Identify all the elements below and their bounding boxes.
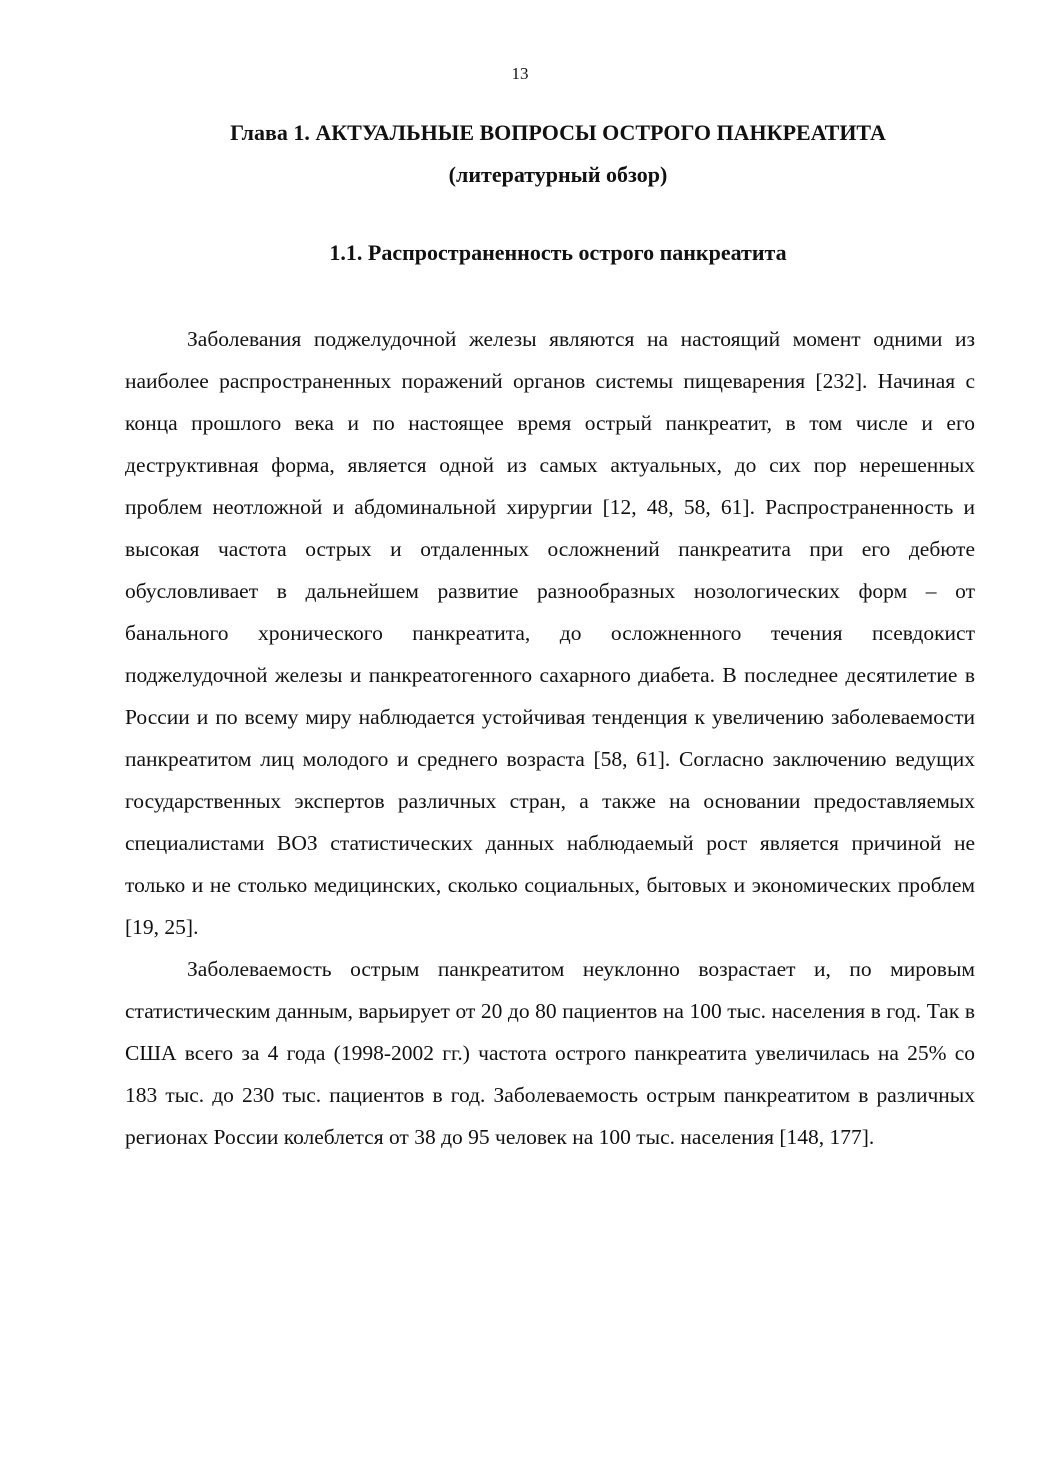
chapter-title [100, 112, 1016, 196]
page-number: 13 [511, 64, 529, 83]
chapter-title-line-2: (литературный обзор) [448, 162, 668, 187]
body-text [125, 318, 975, 1158]
chapter-title-line-1: Глава 1. АКТУАЛЬНЫЕ ВОПРОСЫ ОСТРОГО ПАНКРЕАТИТА [230, 120, 886, 145]
section-title: 1.1. Распространенность острого панкреатита [329, 240, 787, 265]
paragraph: Заболеваемость острым панкреатитом неуклонно возрастает и, по мировым статистическим данным, варьирует от 20 до 80 пациентов на 100 тыс. населения в год. Так в США всего за 4 года (1998-2002 гг.) частота острого панкреатита увеличилась на 25% со 183 тыс. до 230 тыс. пациентов в год. Заболеваемость острым панкреатитом в различных регионах России колеблется от 38 до 95 человек на 100 тыс. населения [148, 177]. [125, 957, 975, 1149]
paragraph: Заболевания поджелудочной железы являются на настоящий момент одними из наиболее распространенных поражений органов системы пищеварения [232]. Начиная с конца прошлого века и по настоящее время острый панкреатит, в том числе и его деструктивная форма, является одной из самых актуальных, до сих пор нерешенных проблем неотложной и абдоминальной хирургии [12, 48, 58, 61]. Распространенность и высокая частота острых и отдаленных осложнений панкреатита при его дебюте обусловливает в дальнейшем развитие разнообразных нозологических форм – от банального хронического панкреатита, до осложненного течения псевдокист поджелудочной железы и панкреатогенного сахарного диабета. В последнее десятилетие в России и по всему миру наблюдается устойчивая тенденция к увеличению заболеваемости панкреатитом лиц молодого и среднего возраста [58, 61]. Согласно заключению ведущих государственных экспертов различных стран, а также на основании предоставляемых специалистами ВОЗ статистических данных наблюдаемый рост является причиной не только и не столько медицинских, сколько социальных, бытовых и экономических проблем [19, 25]. [125, 327, 975, 939]
